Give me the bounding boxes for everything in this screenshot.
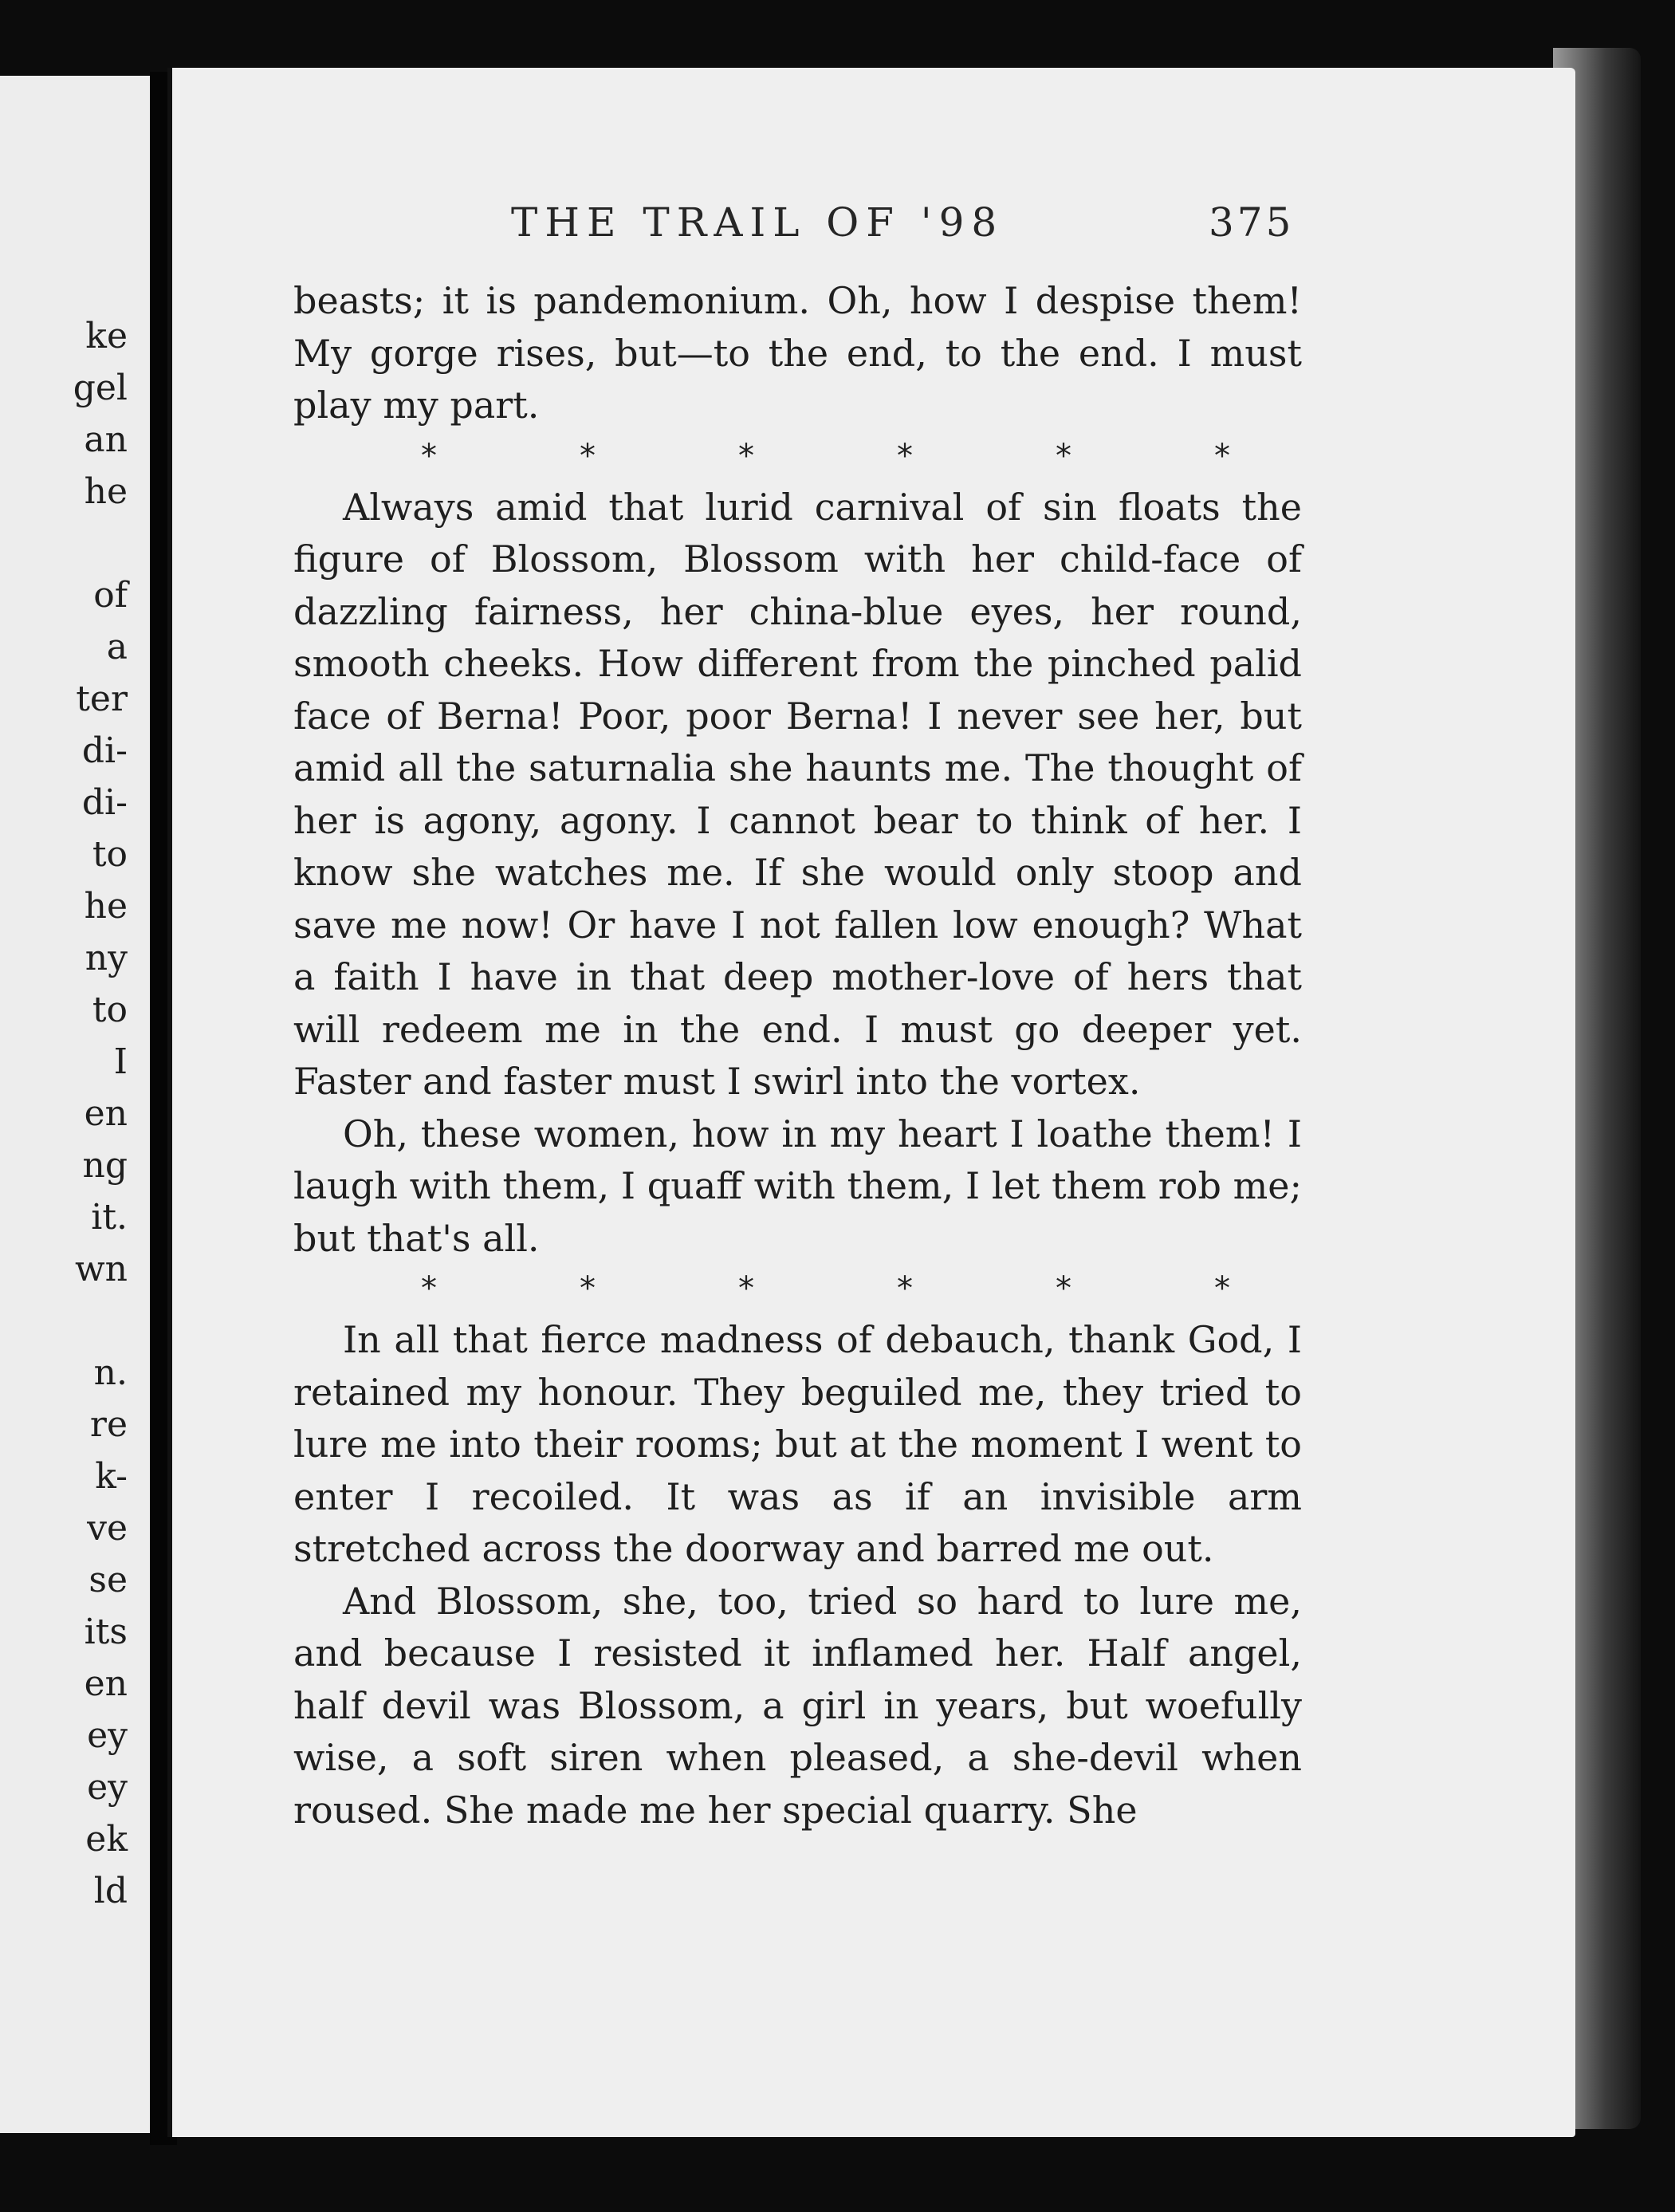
section-break-star: * <box>897 1270 913 1308</box>
section-break-star: * <box>738 1270 754 1308</box>
paragraph: beasts; it is pandemonium. Oh, how I despise them! My gorge rises, but—to the end, to the end. I must play my part. <box>293 279 1302 427</box>
paragraph: Oh, these women, how in my heart I loathe them! I laugh with them, I quaff with them, I let them rob me; but that's all. <box>293 1112 1302 1260</box>
section-break-star: * <box>1214 437 1230 474</box>
facing-page-fragment: ey <box>87 1767 128 1808</box>
facing-page-fragment: re <box>89 1404 128 1445</box>
facing-page-fragment: n. <box>93 1352 128 1393</box>
section-break-star: * <box>1056 1270 1071 1308</box>
facing-page-fragment: I <box>113 1041 128 1082</box>
section-break-star: * <box>897 437 913 474</box>
page-number: 375 <box>1209 199 1295 246</box>
facing-page-fragment: ny <box>85 938 128 978</box>
section-break-star: * <box>1214 1270 1230 1308</box>
facing-page-fragment: di- <box>81 730 128 771</box>
facing-page-fragment: an <box>84 419 128 460</box>
facing-page-fragment: k- <box>95 1456 128 1497</box>
paragraph: Always amid that lurid carnival of sin floats the figure of Blossom, Blossom with her child-face of dazzling fairness, her china-blue eyes, her round, smooth cheeks. How different from the pinched palid face of Berna! Poor, poor Berna! I never see her, but amid all the saturnalia she haunts me. The thought of her is agony, agony. I cannot bear to think of her. I know she watches me. If she would only stoop and save me now! Or have I not fallen low enough? What a faith I have in that deep mother-love of hers that will redeem me in the end. I must go deeper yet. Faster and faster must I swirl into the vortex. <box>293 485 1302 1103</box>
facing-page-fragment: its <box>84 1612 128 1652</box>
running-head <box>172 199 1575 271</box>
running-title: THE TRAIL OF '98 <box>511 199 1005 246</box>
facing-page-fragment: to <box>92 990 128 1030</box>
facing-page-fragment: he <box>84 886 128 927</box>
body-text <box>293 275 1302 1836</box>
facing-page-fragment: to <box>92 834 128 875</box>
facing-page-fragment: en <box>84 1663 128 1704</box>
facing-page-fragment: ter <box>76 679 128 719</box>
facing-page-fragment: ek <box>85 1819 128 1860</box>
facing-page-fragment: of <box>93 575 128 616</box>
facing-page-fragment: he <box>84 471 128 512</box>
section-break-star: * <box>1056 437 1071 474</box>
facing-page-fragment: ld <box>93 1871 128 1911</box>
facing-page-fragment: ke <box>85 316 128 356</box>
facing-page-fragment: it. <box>91 1197 128 1238</box>
section-break-star: * <box>580 1270 596 1308</box>
facing-page-fragment: en <box>84 1093 128 1134</box>
book-page <box>167 68 1575 2137</box>
facing-page-fragment: ve <box>87 1508 128 1549</box>
section-break-star: * <box>738 437 754 474</box>
facing-page-fragment: gel <box>73 368 128 408</box>
paragraph: In all that fierce madness of debauch, thank God, I retained my honour. They beguiled me, they tried to lure me into their rooms; but at the moment I went to enter I recoiled. It was as if an invisible arm stretched across the doorway and barred me out. <box>293 1318 1302 1570</box>
facing-page-fragment: di- <box>81 782 128 823</box>
section-break-stars <box>293 432 1302 482</box>
section-break-stars <box>293 1265 1302 1314</box>
facing-page-text-fragments <box>0 76 150 2133</box>
facing-page-fragment: ng <box>82 1145 128 1186</box>
facing-page-fragment: se <box>88 1560 128 1600</box>
facing-page-fragment: ey <box>87 1715 128 1756</box>
facing-page-fragment: wn <box>75 1249 128 1289</box>
section-break-star: * <box>421 1270 437 1308</box>
facing-page-fragment: a <box>106 627 128 667</box>
facing-page-left <box>0 76 150 2133</box>
section-break-star: * <box>421 437 437 474</box>
section-break-star: * <box>580 437 596 474</box>
paragraph: And Blossom, she, too, tried so hard to lure me, and because I resisted it inflamed her. Half angel, half devil was Blossom, a girl in years, but woefully wise, a soft siren when pleased, a she-devil when roused. She made me her special quarry. She <box>293 1579 1302 1832</box>
